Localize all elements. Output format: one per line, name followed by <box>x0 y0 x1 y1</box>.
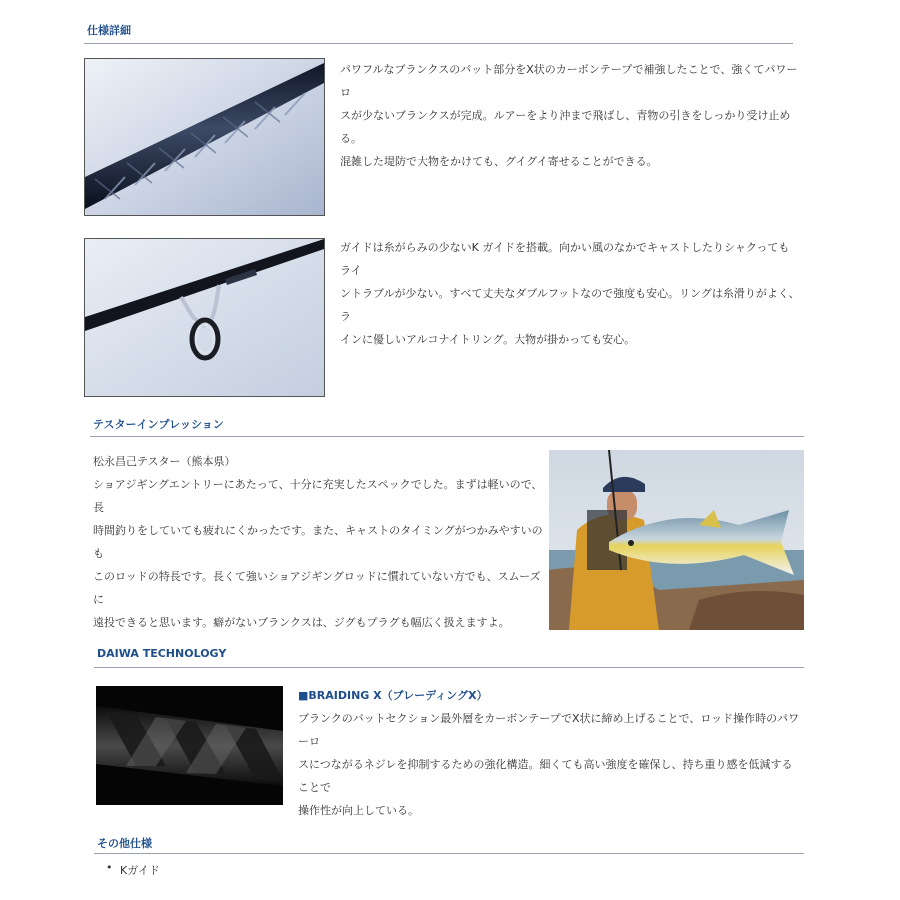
list-item: • Kガイド <box>100 862 160 878</box>
tester-line: 遠投できると思います。癖がないブランクスは、ジグもプラグも幅広く扱えますよ。 <box>93 616 510 629</box>
tester-line: 時間釣りをしていても疲れにくかったです。また、キャストのタイミングがつかみやすいのも <box>93 524 543 560</box>
tester-text <box>93 450 543 634</box>
spec-line: 混雑した堤防で大物をかけても、グイグイ寄せることができる。 <box>340 155 658 168</box>
spec-line: ガイドは糸がらみの少ないK ガイドを搭載。向かい風のなかでキャストしたりシャクってもライ <box>340 241 790 277</box>
k-guide-photo <box>84 238 325 397</box>
tester-line: このロッドの特長です。長くて強いショアジギングロッドに慣れていない方でも、スムーズに <box>93 570 541 606</box>
section-title-specs: 仕様詳細 <box>87 24 131 37</box>
tester-line: ショアジギングエントリーにあたって、十分に充実したスペックでした。まずは軽いので、長 <box>93 478 543 514</box>
section-divider <box>84 43 793 44</box>
spec-text-1 <box>340 58 800 173</box>
spec-text-2 <box>340 236 800 351</box>
spec-line: パワフルなブランクスのバット部分をX状のカーボンテープで補強したことで、強くてパワーロ <box>340 63 798 99</box>
section-title-tech: DAIWA TECHNOLOGY <box>97 647 227 660</box>
section-title-other: その他仕様 <box>97 837 152 850</box>
spec-line: スが少ないブランクスが完成。ルアーをより沖まで飛ばし、青物の引きをしっかり受け止める。 <box>340 109 791 145</box>
rod-blank-photo <box>84 58 325 216</box>
tech-line: ブランクのバットセクション最外層をカーボンテープでX状に締め上げることで、ロッド操作時のパワーロ <box>298 712 800 748</box>
section-divider <box>94 667 804 668</box>
tester-name: 松永昌己テスター（熊本県） <box>93 455 236 468</box>
tech-line: スにつながるネジレを抑制するための強化構造。細くても高い強度を確保し、持ち重り感を低減することで <box>298 758 793 794</box>
spec-line: インに優しいアルコナイトリング。大物が掛かっても安心。 <box>340 333 636 346</box>
spec-line: ントラブルが少ない。すべて丈夫なダブルフットなので強度も安心。リングは糸滑りがよく、ラ <box>340 287 800 323</box>
section-title-tester: テスターインプレッション <box>93 418 224 431</box>
tester-photo <box>549 450 804 630</box>
other-spec-list <box>100 862 160 878</box>
tech-line: 操作性が向上している。 <box>298 804 419 817</box>
tech-title: ■BRAIDING X（ブレーディングX） <box>298 689 488 702</box>
braiding-x-photo <box>96 686 283 805</box>
section-divider <box>94 853 804 854</box>
section-divider <box>90 436 804 437</box>
tech-text <box>298 684 803 822</box>
